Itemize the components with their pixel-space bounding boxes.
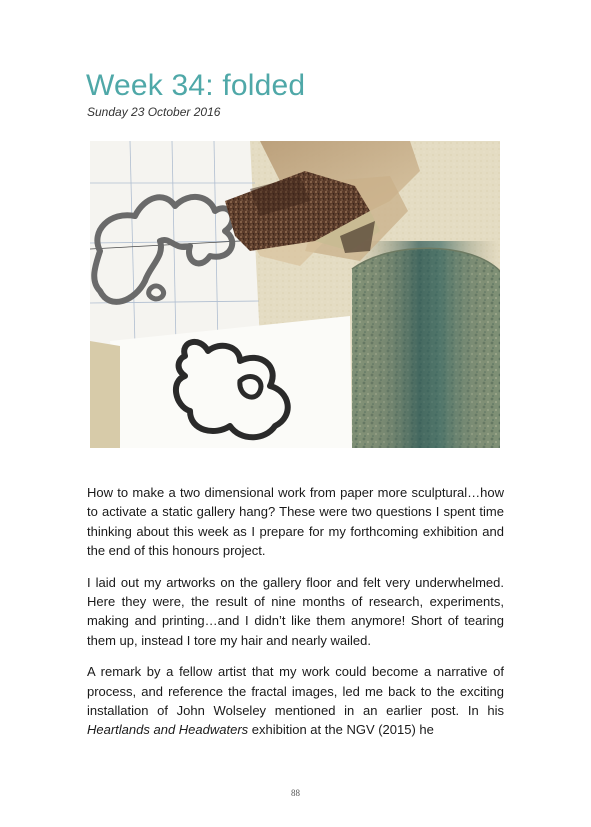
page-number: 88: [291, 788, 300, 798]
page-title: Week 34: folded: [86, 69, 306, 102]
paragraph: [87, 573, 504, 651]
collage-image: [90, 141, 500, 448]
collage-photo: [90, 141, 500, 448]
exhibition-title: Heartlands and Headwaters: [87, 722, 249, 738]
paragraph-text: exhibition at the NGV (2015) he: [248, 722, 434, 738]
paragraph: [87, 662, 504, 740]
paragraph: [87, 483, 504, 561]
article-body: [87, 483, 504, 752]
post-date: Sunday 23 October 2016: [87, 105, 221, 119]
paragraph-text: A remark by a fellow artist that my work could become a narrative of process, and reference the fractal images, led me back to the exciting installation of John Wolseley mentioned in an earlier post. In his: [87, 664, 504, 719]
paragraph-text: How to make a two dimensional work from paper more sculptural…how to activate a static gallery hang? These were two questions I spent time thinking about this week as I prepare for my forthcoming exhibition and the end of this honours project.: [87, 485, 504, 559]
paragraph-text: I laid out my artworks on the gallery floor and felt very underwhelmed. Here they were, the result of nine months of research, experiments, making and printing…and I didn’t like them anymore! Short of tearing them up, instead I tore my hair and nearly wailed.: [87, 574, 504, 648]
